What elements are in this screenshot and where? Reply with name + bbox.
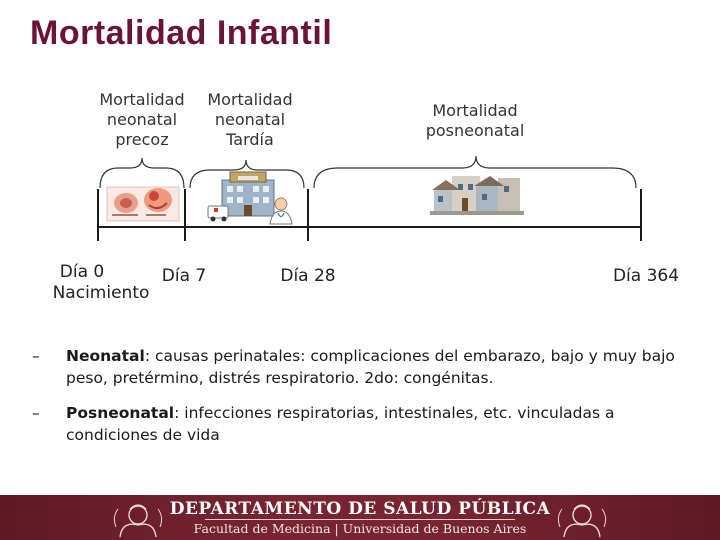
phase-label-line: neonatal	[214, 110, 286, 129]
brace-precoz	[100, 158, 184, 188]
bullet-neonatal	[32, 345, 682, 389]
footer-department: DEPARTAMENTO DE SALUD PÚBLICA	[169, 499, 551, 519]
bullet-dash: –	[32, 347, 40, 365]
day-label-7: Día 7	[161, 266, 207, 286]
phase-label-line: precoz	[115, 130, 169, 149]
day-label-364: Día 364	[612, 266, 680, 286]
day-label-0	[46, 262, 156, 304]
hospital-doctor-icon	[208, 172, 292, 224]
bullet-term: Neonatal	[66, 347, 145, 365]
houses-neighborhood-icon	[430, 176, 524, 215]
bullet-text: : causas perinatales: complicaciones del embarazo, bajo y muy bajo peso, pretérmino, distrés respiratorio. 2do: congénitas.	[66, 347, 675, 387]
phase-label-line: Tardía	[226, 130, 274, 149]
bullet-text: : infecciones respiratorias, intestinales, etc. vinculadas a condiciones de vida	[66, 404, 615, 444]
slide-title: Mortalidad Infantil	[30, 14, 333, 52]
footer-faculty: Facultad de Medicina | Universidad de Buenos Aires	[193, 521, 527, 536]
phase-label-line: Mortalidad	[207, 90, 293, 109]
day-label-28: Día 28	[280, 266, 336, 286]
university-crest-icon	[552, 497, 612, 539]
day-label-line: Nacimiento	[52, 283, 150, 303]
bullet-dash: –	[32, 404, 40, 422]
bullet-posneonatal	[32, 402, 682, 446]
phase-label-line: Mortalidad	[99, 90, 185, 109]
footer-banner	[0, 495, 720, 540]
phase-label-line: posneonatal	[425, 121, 525, 140]
day-label-line: Día 0	[59, 262, 105, 282]
phase-label-line: Mortalidad	[432, 101, 518, 120]
bullet-term: Posneonatal	[66, 404, 175, 422]
phase-label-line: neonatal	[106, 110, 178, 129]
footer-divider	[205, 519, 515, 520]
bullet-list	[32, 345, 682, 459]
pregnancy-illustration-icon	[107, 187, 179, 221]
